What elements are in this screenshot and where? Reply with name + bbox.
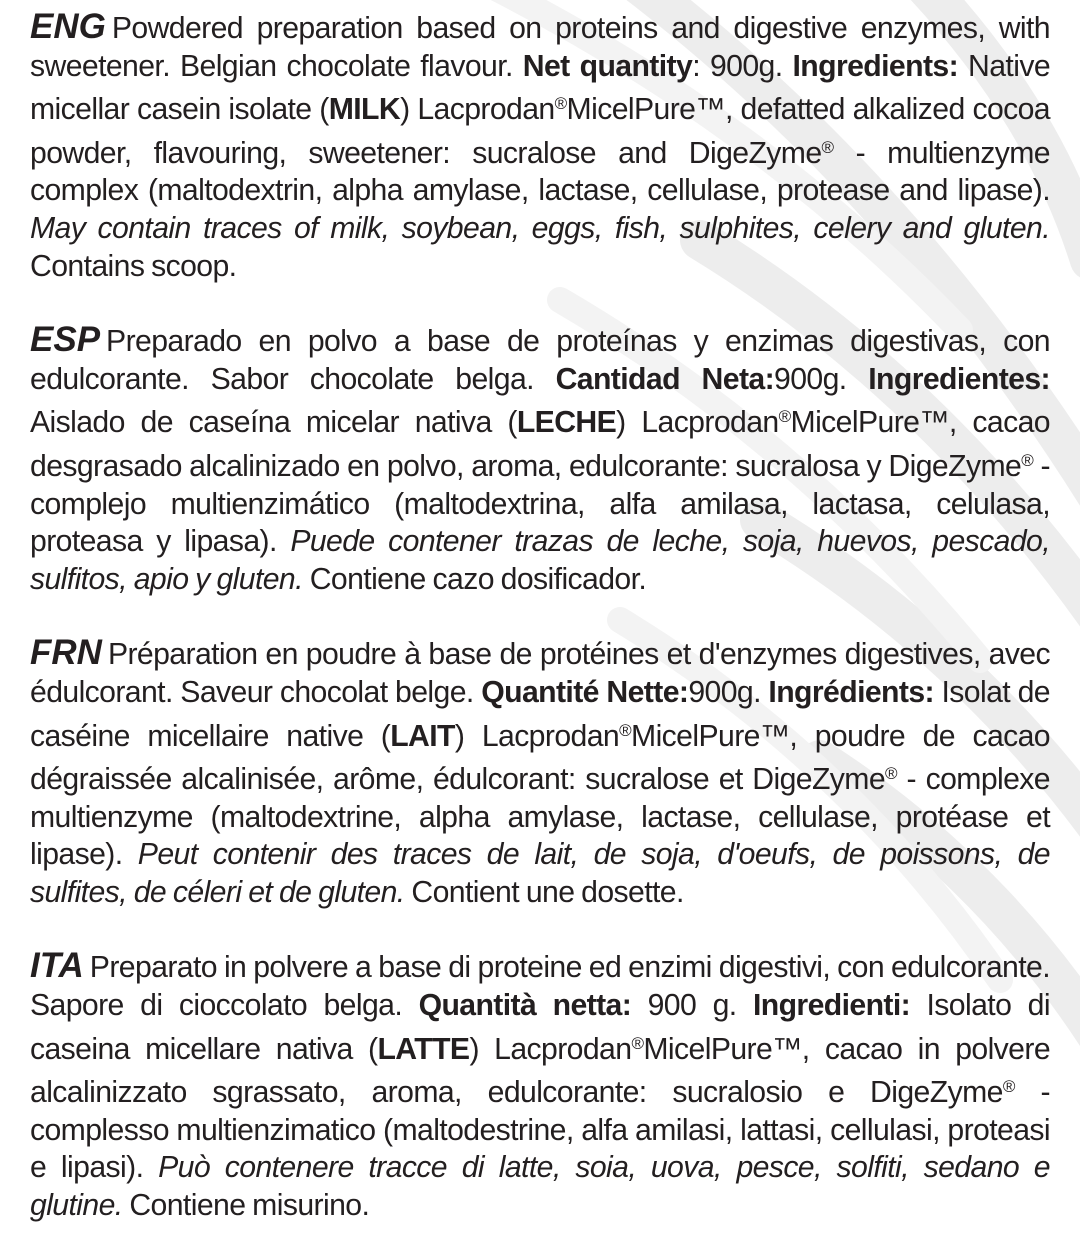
ingredients-text: ) Lacprodan [454, 719, 620, 753]
closing-text: Contient une dosette. [411, 875, 684, 909]
traces-warning: Peut contenir des traces de lait, de soja, d'oeufs, de poissons, de sulfites, de céleri et de gluten. [30, 838, 1050, 909]
ingredients-label: Ingredients: [792, 49, 959, 83]
registered-mark: ® [1021, 450, 1034, 470]
net-quantity-label: Quantità netta: [418, 989, 632, 1023]
net-quantity-value: 900 g. [647, 989, 737, 1023]
net-quantity-value: 900g. [688, 675, 761, 709]
ingredients-text: Native micellar casein isolate ( [30, 49, 1051, 127]
label-text-panel [30, 8, 1050, 1257]
section-ita [30, 947, 1050, 1224]
closing-text: Contiene cazo dosificador. [309, 562, 647, 596]
ingredients-label: Ingrédients: [768, 675, 934, 709]
net-quantity-value: : 900g. [692, 49, 783, 83]
ingredients-label: Ingredientes: [868, 362, 1050, 396]
ingredients-text: MicelPure™, cacao in polvere alcalinizzato sgrassato, aroma, edulcorante: sucralosio e DigeZyme [30, 1032, 1051, 1110]
intro-text: Preparado en polvo a base de proteínas y enzimas digestivas, con edulcorante. Sabor chocolate belga. [30, 325, 1050, 396]
registered-mark: ® [631, 1033, 644, 1053]
allergen: LAIT [390, 719, 455, 753]
closing-text: Contiene misurino. [129, 1189, 370, 1223]
allergen: LATTE [377, 1032, 470, 1066]
ingredients-text: Isolato di caseina micellare nativa ( [30, 989, 1050, 1066]
section-eng [30, 8, 1050, 285]
traces-warning: Puede contener trazas de leche, soja, huevos, pescado, sulfitos, apio y gluten. [30, 525, 1050, 596]
section-frn [30, 634, 1050, 911]
registered-mark: ® [619, 720, 632, 740]
ingredients-text: MicelPure™, defatted alkalized cocoa powder, flavouring, sweetener: sucralose and DigeZyme [30, 93, 1050, 170]
registered-mark: ® [1002, 1077, 1015, 1097]
ingredients-text: MicelPure™, poudre de cacao dégraissée alcalinisée, arôme, édulcorant: sucralose et DigeZyme [30, 719, 1050, 797]
registered-mark: ® [778, 407, 791, 427]
ingredients-text: ) Lacprodan [400, 93, 555, 127]
intro-text: Powdered preparation based on proteins and digestive enzymes, with sweetener. Belgian chocolate flavour. [30, 12, 1050, 83]
closing-text: Contains scoop. [30, 249, 237, 283]
language-code: ENG [30, 7, 106, 46]
traces-warning: Può contenere tracce di latte, soia, uova, pesce, solfiti, sedano e glutine. [30, 1151, 1050, 1223]
ingredients-text: - complejo multienzimático (maltodextrina, alfa amilasa, lactasa, celulasa, proteasa y lipasa). [30, 449, 1050, 559]
ingredients-text: - multienzyme complex (maltodextrin, alpha amylase, lactase, cellulase, protease and lipase). [30, 136, 1050, 208]
net-quantity-value: 900g. [774, 362, 847, 396]
language-code: FRN [30, 633, 102, 673]
registered-mark: ® [821, 137, 834, 157]
allergen: LECHE [516, 406, 617, 440]
registered-mark: ® [885, 764, 897, 784]
traces-warning: May contain traces of milk, soybean, eggs, fish, sulphites, celery and gluten. [30, 211, 1050, 245]
ingredients-text: - complexe multienzyme (maltodextrine, alpha amylase, lactase, cellulase, protéase et lipase). [30, 763, 1050, 872]
allergen: MILK [328, 93, 401, 127]
ingredients-label: Ingredienti: [752, 989, 911, 1023]
net-quantity-label: Net quantity [522, 49, 693, 83]
ingredients-text: ) Lacprodan [469, 1032, 632, 1066]
ingredients-text: ) Lacprodan [616, 406, 779, 440]
ingredients-text: - complesso multienzimatico (maltodestrine, alfa amilasi, lattasi, cellulasi, proteasi e lipasi). [30, 1076, 1050, 1185]
ingredients-text: Aislado de caseína micelar nativa ( [30, 406, 517, 440]
registered-mark: ® [554, 94, 567, 114]
language-code: ITA [30, 946, 84, 986]
net-quantity-label: Cantidad Neta: [555, 362, 775, 396]
language-code: ESP [30, 320, 101, 360]
ingredients-text: MicelPure™, cacao desgrasado alcalinizado en polvo, aroma, edulcorante: sucralosa y DigeZyme [30, 406, 1050, 483]
intro-text: Préparation en poudre à base de protéines et d'enzymes digestives, avec édulcorant. Saveur chocolat belge. [30, 638, 1050, 709]
section-esp [30, 321, 1050, 598]
intro-text: Preparato in polvere a base di proteine ed enzimi digestivi, con edulcorante. Sapore di cioccolato belga. [30, 951, 1050, 1023]
net-quantity-label: Quantité Nette: [481, 675, 689, 709]
ingredients-text: Isolat de caséine micellaire native ( [30, 675, 1050, 753]
